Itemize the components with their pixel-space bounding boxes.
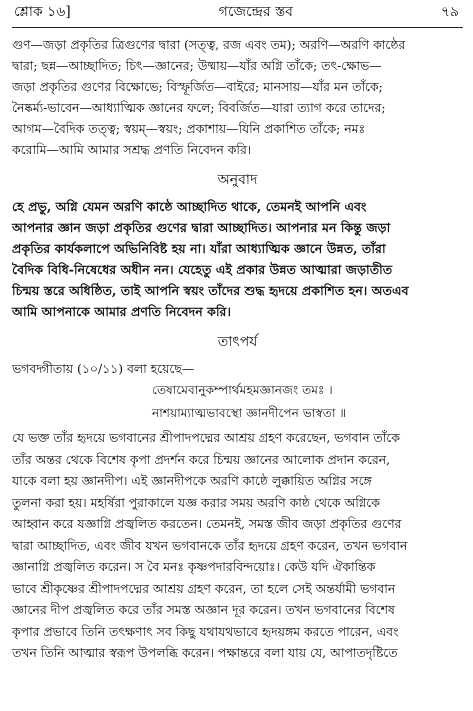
purport-line: জ্ঞানাগ্নি প্রজ্বলিত করেন। স বৈ মনঃ কৃষ্ণপদারবিন্দয়োঃ। কেউ যদি ঐকান্তিক bbox=[12, 559, 376, 574]
translation-line: প্রকৃতির কার্যকলাপে অভিনিবিষ্ট হয় না। যাঁরা আধ্যাত্মিক জ্ঞানে উন্নত, তাঁরা bbox=[12, 241, 386, 256]
sanskrit-verse bbox=[12, 381, 463, 423]
verse-reference: শ্লোক ১৬] bbox=[14, 4, 71, 20]
verse-line: নাশয়াম্যাত্মভাবস্থো জ্ঞানদীপেন ভাস্বতা ॥ bbox=[152, 406, 347, 420]
purport-body bbox=[12, 427, 463, 664]
purport-heading: তাৎপর্য bbox=[217, 334, 258, 350]
page-number: ৭৯ bbox=[440, 4, 459, 20]
purport-line: জ্ঞানের দীপ প্রজ্বলিত করে তাঁর সমস্ত অজ্ঞান দূর করেন। তখন ভগবানের বিশেষ bbox=[12, 602, 395, 617]
synonyms-section bbox=[12, 34, 463, 160]
purport-line: কৃপার প্রভাবে তিনি তৎক্ষণাৎ সব কিছু যথাযথভাবে হৃদয়ঙ্গম করতে পারেন, এবং bbox=[12, 623, 399, 639]
synonyms-line: করোমি—আমি আমার সশ্রদ্ধ প্রণতি নিবেদন করি। bbox=[12, 142, 252, 157]
page-header bbox=[12, 0, 463, 28]
translation-heading: অনুবাদ bbox=[217, 172, 258, 188]
purport-line: তাঁর অন্তর থেকে বিশেষ কৃপা প্রদর্শন করে চিন্ময় জ্ঞানের আলোক প্রদান করেন, bbox=[12, 451, 391, 467]
chapter-title: গজেন্দ্রের স্তব bbox=[218, 4, 293, 20]
verse-line: তেষামেবানুকম্পার্থমহমজ্ঞানজং তমঃ । bbox=[152, 383, 333, 397]
translation-line: আমি আপনাকে আমার প্রণতি নিবেদন করি। bbox=[12, 304, 231, 319]
purport-line: তখন তিনি আত্মার স্বরূপ উপলব্ধি করেন। পক্ষান্তরে বলা যায় যে, আপাতদৃষ্টিতে bbox=[12, 645, 398, 660]
purport-line: তুলনা করা হয়। মহর্ষিরা পুরাকালে যজ্ঞ করার সময় অরণি কাষ্ঠ থেকে অগ্নিকে bbox=[12, 494, 380, 510]
synonyms-line: দ্বারা; ছন্ন—আচ্ছাদিত; চিৎ—জ্ঞানের; উষ্মায়—যাঁর অগ্নি তাঁকে; তৎ-ক্ষোভ— bbox=[12, 58, 382, 73]
purport-line: দ্বারা আচ্ছাদিত, এবং জীব যখন ভগবানকে তাঁর হৃদয়ে গ্রহণ করেন, তখন ভগবান bbox=[12, 537, 408, 553]
synonyms-line: গুণ—জড়া প্রকৃতির ত্রিগুণের দ্বারা (সত্ত্ব, রজ এবং তম); অরণি—অরণি কাষ্ঠের bbox=[12, 37, 406, 52]
purport-intro: ভগবদ্গীতায় (১০/১১) বলা হয়েছে— bbox=[12, 361, 195, 376]
purport-line: যে ভক্ত তাঁর হৃদয়ে ভগবানের শ্রীপাদপদ্মের আশ্রয় গ্রহণ করেছেন, ভগবান তাঁকে bbox=[12, 430, 400, 445]
purport-line: আহ্বান করে যজ্ঞাগ্নি প্রজ্বলিত করতেন। তেমনই, সমস্ত জীব জড়া প্রকৃতির গুণের bbox=[12, 516, 402, 531]
translation-line: আপনার জ্ঞান জড়া প্রকৃতির গুণের দ্বারা আচ্ছাদিত। আপনার মন কিন্তু জড়া bbox=[12, 220, 391, 235]
synonyms-line: নৈষ্কর্ম্য-ভাবেন—আধ্যাত্মিক জ্ঞানের ফলে; বিবর্জিত—যারা ত্যাগ করে তাদের; bbox=[12, 100, 386, 115]
translation-section bbox=[12, 196, 463, 322]
purport-line: ভাবে শ্রীকৃষ্ণের শ্রীপাদপদ্মের আশ্রয় গ্রহণ করেন, তা হলে সেই অন্তর্যামী ভগবান bbox=[12, 580, 396, 596]
translation-line: হে প্রভু, অগ্নি যেমন অরণি কাষ্ঠে আচ্ছাদিত থাকে, তেমনই আপনি এবং bbox=[12, 199, 367, 214]
translation-line: বৈদিক বিধি-নিষেধের অধীন নন। যেহেতু এই প্রকার উন্নত আত্মারা জড়াতীত bbox=[12, 262, 393, 277]
synonyms-line: আগম—বৈদিক তত্ত্ব; স্বয়ম্—স্বয়ং; প্রকাশায়—যিনি প্রকাশিত তাঁকে; নমঃ bbox=[12, 121, 366, 136]
synonyms-line: জড়া প্রকৃতির গুণের বিক্ষোভে; বিস্ফূর্জিত—বাইরে; মানসায়—যাঁর মন তাঁকে; bbox=[12, 79, 383, 94]
translation-line: চিন্ময় স্তরে অধিষ্ঠিত, তাই আপনি স্বয়ং তাঁদের শুদ্ধ হৃদয়ে প্রকাশিত হন। অতএব bbox=[12, 283, 409, 298]
purport-line: যাকে বলা হয় জ্ঞানদীপ। এই জ্ঞানদীপকে অরণি কাষ্ঠে লুক্কায়িত অগ্নির সঙ্গে bbox=[12, 473, 372, 488]
